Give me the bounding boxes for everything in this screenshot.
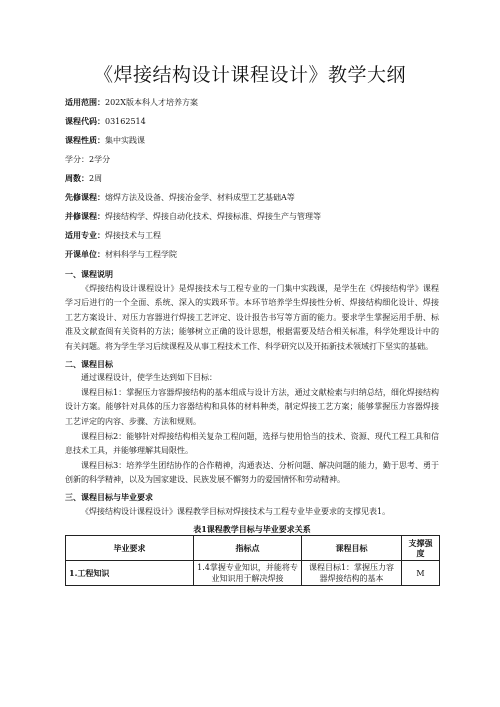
meta-department <box>65 250 445 259</box>
course-meta <box>65 98 445 269</box>
meta-value: 熔焊方法及设备、焊接冶金学、材料成型工艺基础A等 <box>105 193 295 202</box>
meta-course-code <box>65 117 445 126</box>
table-row <box>66 561 440 586</box>
table-header-cell: 支撑强度 <box>402 536 440 561</box>
paragraph-goals-intro: 通过课程设计，使学生达到如下目标： <box>81 373 217 383</box>
meta-credits <box>65 155 445 164</box>
meta-weeks <box>65 174 445 183</box>
table-header-row <box>66 536 440 561</box>
section-heading-course-description: 一、课程说明 <box>65 269 113 279</box>
paragraph-goal-1: 课程目标1：掌握压力容器焊接结构的基本组成与设计方法，通过文献检索与归纳总结，细化焊接结构设计方案。能够针对具体的压力容器结构和具体的材料种类，制定焊接工艺方案；能够掌握压力容器焊接工艺评定的内容、步骤、方法和规则。 <box>65 387 439 426</box>
meta-value: 材料科学与工程学院 <box>105 250 177 259</box>
meta-label: 周数： <box>65 173 89 183</box>
meta-value: 2学分 <box>89 155 111 164</box>
meta-value: 焊接结构学、焊接自动化技术、焊接标准、焊接生产与管理等 <box>105 212 321 221</box>
meta-scope <box>65 98 445 107</box>
meta-value: 焊接技术与工程 <box>105 231 161 240</box>
meta-prerequisites <box>65 193 445 202</box>
meta-label: 适用专业： <box>65 230 105 240</box>
meta-value: 202X版本科人才培养方案 <box>105 98 198 107</box>
meta-course-nature <box>65 136 445 145</box>
section-heading-course-goals: 二、课程目标 <box>65 358 113 369</box>
meta-label: 开课单位： <box>65 249 105 259</box>
meta-label: 课程性质： <box>65 135 105 145</box>
meta-value: 集中实践课 <box>105 136 145 145</box>
meta-value: 2周 <box>89 174 103 183</box>
table-header-cell: 课程目标 <box>302 536 402 561</box>
meta-label: 并修课程： <box>65 211 105 221</box>
paragraph-goal-3: 课程目标3：培养学生团结协作的合作精神，沟通表达、分析问题、解决问题的能力，勤于思考、勇于创新的科学精神，以及为国家建设、民族发展不懈努力的爱国情怀和劳动精神。 <box>65 460 439 485</box>
table-caption: 表1课程教学目标与毕业要求关系 <box>193 524 311 535</box>
table-cell: 1.4掌握专业知识，并能将专业知识用于解决焊接 <box>194 561 302 586</box>
document-title: 《焊接结构设计课程设计》教学大纲 <box>93 64 406 86</box>
paragraph-goal-2: 课程目标2：能够针对焊接结构相关复杂工程问题，选择与使用恰当的技术、资源、现代工程工具和信息技术工具，并能够理解其局限性。 <box>65 431 439 456</box>
paragraph-course-description: 《焊接结构设计课程设计》是焊接技术与工程专业的一门集中实践课，是学生在《焊接结构学》课程学习后进行的一个全面、系统、深入的实践环节。本环节培养学生焊接性分析、焊接结构细化设计、焊接工艺方案设计、对压力容器进行焊接工艺评定、设计报告书写等方面的能力。要求学生掌握运用手册、标准及文献查阅有关资料的方法；能够树立正确的设计思想，根据需要及结合相关标准，科学处理设计中的有关问题。将为学生学习后续课程及从事工程技术工作、科学研究以及开拓新技术领域打下坚实的基础。 <box>65 283 439 351</box>
meta-label: 课程代码： <box>65 116 105 126</box>
section-heading-graduation-requirements: 三、课程目标与毕业要求 <box>65 491 153 502</box>
table-cell: M <box>402 561 440 586</box>
table-header-cell: 指标点 <box>194 536 302 561</box>
table-cell: 1.工程知识 <box>66 561 194 586</box>
document-body <box>65 265 439 586</box>
paragraph-requirements-intro: 《焊接结构设计课程设计》课程教学目标对焊接技术与工程专业毕业要求的支撑见表1。 <box>81 506 391 516</box>
meta-label: 适用范围： <box>65 97 105 107</box>
meta-value: 03162514 <box>105 117 146 126</box>
meta-major <box>65 231 445 240</box>
meta-label: 学分： <box>65 155 89 164</box>
meta-concurrent-courses <box>65 212 445 221</box>
requirements-table <box>65 535 440 586</box>
meta-label: 先修课程： <box>65 192 105 202</box>
table-cell: 课程目标1：掌握压力容器焊接结构的基本 <box>302 561 402 586</box>
table-header-cell: 毕业要求 <box>66 536 194 561</box>
